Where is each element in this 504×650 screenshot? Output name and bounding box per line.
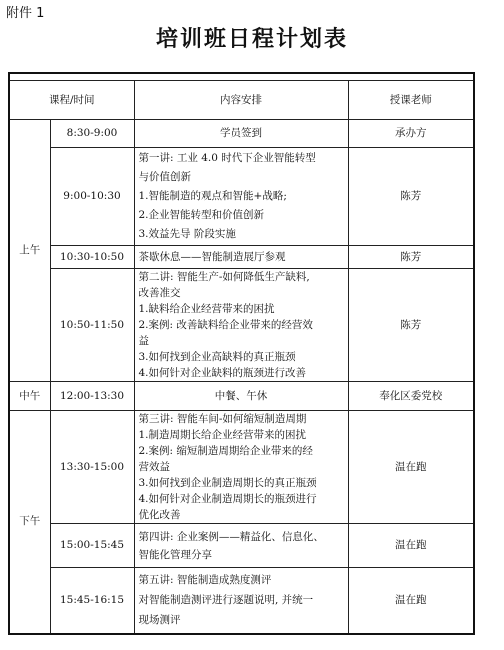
time-cell: 13:30-15:00 bbox=[50, 411, 134, 524]
content-cell bbox=[134, 269, 348, 382]
content-line: 对智能制造测评进行逐题说明, 并统一 bbox=[138, 594, 314, 607]
period-afternoon: 下午 bbox=[9, 411, 50, 634]
teacher-cell: 陈芳 bbox=[348, 269, 474, 382]
content-cell: 学员签到 bbox=[134, 120, 348, 148]
content-line: 第四讲: 企业案例——精益化、信息化、 bbox=[138, 530, 324, 543]
table-row bbox=[9, 382, 474, 411]
content-line: 3.如何找到企业高缺料的真正瓶颈 bbox=[138, 351, 296, 363]
column-header-content: 内容安排 bbox=[134, 81, 348, 120]
content-cell: 中餐、午休 bbox=[134, 382, 348, 411]
table-row bbox=[9, 246, 474, 269]
teacher-cell: 奉化区委党校 bbox=[348, 382, 474, 411]
time-cell: 15:45-16:15 bbox=[50, 568, 134, 634]
content-cell: 茶歇休息——智能制造展厅参观 bbox=[134, 246, 348, 269]
content-line: 3.效益先导 阶段实施 bbox=[138, 228, 236, 240]
content-line: 4.如何针对企业制造周期长的瓶颈进行 bbox=[138, 493, 317, 505]
content-line: 3.如何找到企业制造周期长的真正瓶颈 bbox=[138, 477, 317, 489]
content-line: 2.企业智能转型和价值创新 bbox=[138, 209, 265, 221]
attachment-label: 附件 1 bbox=[6, 6, 45, 21]
time-cell: 15:00-15:45 bbox=[50, 524, 134, 568]
content-line: 2.案例: 改善缺料给企业带来的经营效 bbox=[138, 319, 313, 331]
page-title: 培训班日程计划表 bbox=[155, 27, 348, 52]
teacher-cell: 温在跑 bbox=[348, 411, 474, 524]
content-line: 益 bbox=[138, 335, 149, 347]
table-row bbox=[9, 524, 474, 568]
table-row bbox=[9, 568, 474, 634]
teacher-cell: 陈芳 bbox=[348, 246, 474, 269]
teacher-cell: 陈芳 bbox=[348, 148, 474, 246]
period-morning: 上午 bbox=[9, 120, 50, 382]
column-header-time: 课程/时间 bbox=[9, 81, 134, 120]
content-line: 1.缺料给企业经营带来的困扰 bbox=[138, 303, 275, 315]
period-noon: 中午 bbox=[9, 382, 50, 411]
content-line: 2.案例: 缩短制造周期给企业带来的经 bbox=[138, 445, 313, 457]
content-cell bbox=[134, 524, 348, 568]
time-cell: 10:50-11:50 bbox=[50, 269, 134, 382]
table-row bbox=[9, 120, 474, 148]
time-cell: 8:30-9:00 bbox=[50, 120, 134, 148]
teacher-cell: 承办方 bbox=[348, 120, 474, 148]
content-line: 第一讲: 工业 4.0 时代下企业智能转型 bbox=[138, 152, 316, 164]
time-cell: 9:00-10:30 bbox=[50, 148, 134, 246]
teacher-cell: 温在跑 bbox=[348, 568, 474, 634]
content-line: 智能化管理分享 bbox=[138, 548, 212, 561]
table-header-row bbox=[9, 81, 474, 120]
schedule-table bbox=[8, 72, 475, 635]
content-line: 第二讲: 智能生产-如何降低生产缺料, bbox=[138, 271, 310, 283]
content-cell bbox=[134, 411, 348, 524]
content-line: 4.如何针对企业缺料的瓶颈进行改善 bbox=[138, 367, 307, 379]
content-line: 优化改善 bbox=[138, 509, 181, 521]
table-row bbox=[9, 269, 474, 382]
column-header-teacher: 授课老师 bbox=[348, 81, 474, 120]
content-line: 1.制造周期长给企业经营带来的困扰 bbox=[138, 429, 307, 441]
table-row bbox=[9, 148, 474, 246]
content-line: 现场测评 bbox=[138, 614, 181, 627]
time-cell: 12:00-13:30 bbox=[50, 382, 134, 411]
content-line: 第三讲: 智能车间-如何缩短制造周期 bbox=[138, 413, 307, 425]
time-cell: 10:30-10:50 bbox=[50, 246, 134, 269]
table-top-gap bbox=[9, 73, 474, 81]
content-cell bbox=[134, 148, 348, 246]
table-row bbox=[9, 411, 474, 524]
content-line: 与价值创新 bbox=[138, 171, 191, 183]
content-cell bbox=[134, 568, 348, 634]
content-line: 第五讲: 智能制造成熟度测评 bbox=[138, 574, 272, 587]
content-line: 营效益 bbox=[138, 461, 170, 473]
content-line: 1.智能制造的观点和智能+战略; bbox=[138, 190, 287, 202]
content-line: 改善准交 bbox=[138, 287, 181, 299]
teacher-cell: 温在跑 bbox=[348, 524, 474, 568]
